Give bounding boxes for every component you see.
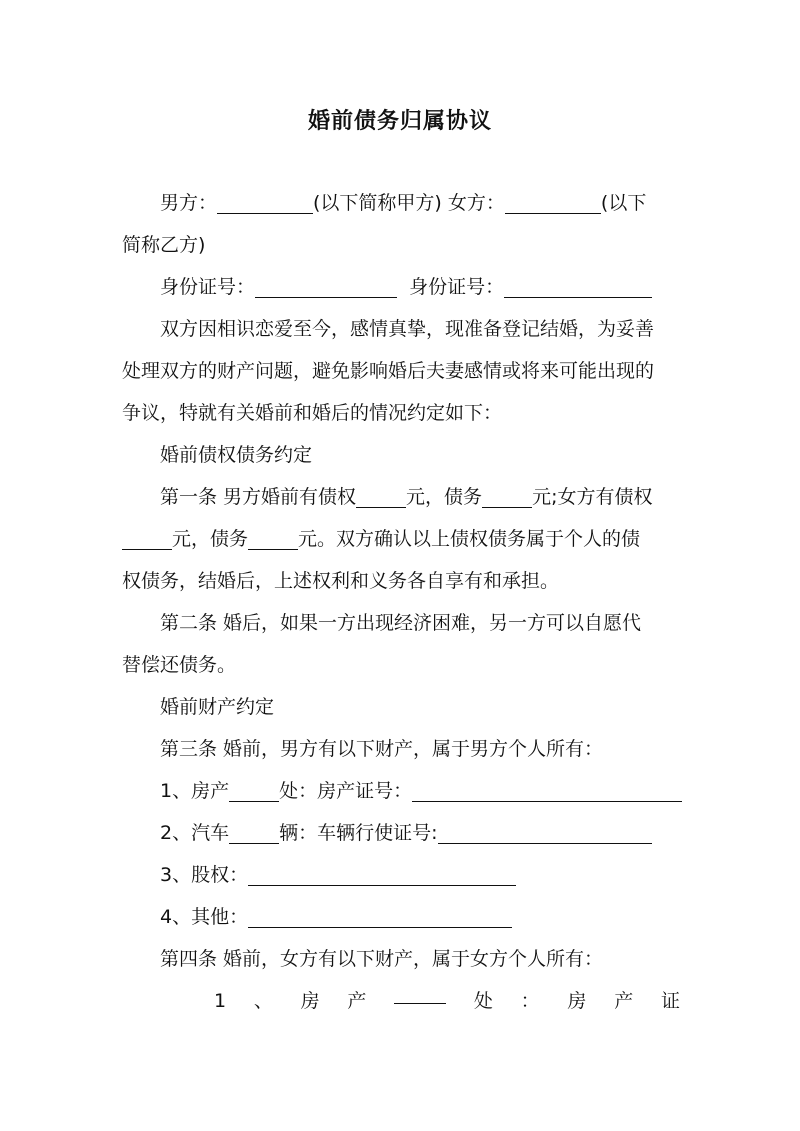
male-credit-blank xyxy=(356,485,406,508)
car-label-b: 辆：车辆行使证号: xyxy=(279,822,438,844)
art1-c: 元;女方有债权 xyxy=(532,486,653,508)
last-char: 产 xyxy=(347,990,367,1012)
intro-line-2: 处理双方的财产问题，避免影响婚后夫妻感情或将来可能出现的 xyxy=(122,360,655,382)
equity-blank xyxy=(248,863,516,886)
section-heading-debts: 婚前债权债务约定 xyxy=(160,444,313,466)
car-license-blank xyxy=(438,821,652,844)
last-char: 房 xyxy=(300,990,320,1012)
parties-line xyxy=(160,183,682,223)
intro-line-1: 双方因相识恋爱至今，感情真挚，现准备登记结婚，为妥善 xyxy=(160,318,655,340)
intro-line-3: 争议，特就有关婚前和婚后的情况约定如下： xyxy=(122,402,503,424)
car-count-blank xyxy=(229,821,279,844)
last-char: 证 xyxy=(660,990,680,1012)
other-label: 4、其他： xyxy=(160,906,249,928)
article-2-line-1: 第二条 婚后，如果一方出现经济困难，另一方可以自愿代 xyxy=(160,612,642,634)
article-1-line-3: 权债务，结婚后，上述权利和义务各自享有和承担。 xyxy=(122,570,560,592)
house-label-b: 处：房产证号： xyxy=(279,780,413,802)
article-3: 第三条 婚前，男方有以下财产，属于男方个人所有： xyxy=(160,738,604,760)
last-char: 产 xyxy=(614,990,634,1012)
parties-line-cont: 简称乙方) xyxy=(122,234,206,256)
id-line xyxy=(160,267,682,307)
item-house xyxy=(160,771,682,811)
art1-e: 元。双方确认以上债权债务属于个人的债 xyxy=(298,528,641,550)
article-4-item-1 xyxy=(214,981,680,1021)
female-name-blank xyxy=(505,191,601,214)
last-char: ： xyxy=(520,990,540,1012)
equity-label: 3、股权： xyxy=(160,864,249,886)
art1-b: 元，债务 xyxy=(406,486,483,508)
art1-d: 元，债务 xyxy=(172,528,249,550)
male-suffix: (以下简称甲方) xyxy=(313,192,442,214)
female-id-blank xyxy=(504,275,652,298)
male-label: 男方： xyxy=(160,192,218,214)
male-name-blank xyxy=(217,191,313,214)
car-label-a: 2、汽车 xyxy=(160,822,230,844)
item-car xyxy=(160,813,682,853)
male-debt-blank xyxy=(482,485,532,508)
last-char: 房 xyxy=(567,990,587,1012)
document-title: 婚前债务归属协议 xyxy=(307,109,492,134)
section-heading-property: 婚前财产约定 xyxy=(160,696,275,718)
female-suffix: (以下 xyxy=(600,192,647,214)
id-label-male: 身份证号： xyxy=(160,276,256,298)
house-cert-blank xyxy=(412,779,682,802)
article-1-line-2 xyxy=(122,519,682,559)
male-id-blank xyxy=(255,275,397,298)
female-debt-blank xyxy=(248,527,298,550)
last-char: 1 xyxy=(214,990,227,1012)
article-2-line-2: 替偿还债务。 xyxy=(122,654,237,676)
female-label: 女方： xyxy=(447,192,505,214)
item-equity xyxy=(160,855,682,895)
id-label-female: 身份证号： xyxy=(409,276,505,298)
house-label-a: 1、房产 xyxy=(160,780,230,802)
item-other xyxy=(160,897,682,937)
other-blank xyxy=(248,905,512,928)
art1-a: 第一条 男方婚前有债权 xyxy=(160,486,357,508)
last-char: 处 xyxy=(473,990,493,1012)
article-4: 第四条 婚前，女方有以下财产，属于女方个人所有： xyxy=(160,948,604,970)
last-char: 、 xyxy=(253,990,273,1012)
female-credit-blank xyxy=(122,527,172,550)
article-1-line-1 xyxy=(160,477,682,517)
house-count-blank xyxy=(229,779,279,802)
female-house-count-blank xyxy=(394,981,446,1004)
